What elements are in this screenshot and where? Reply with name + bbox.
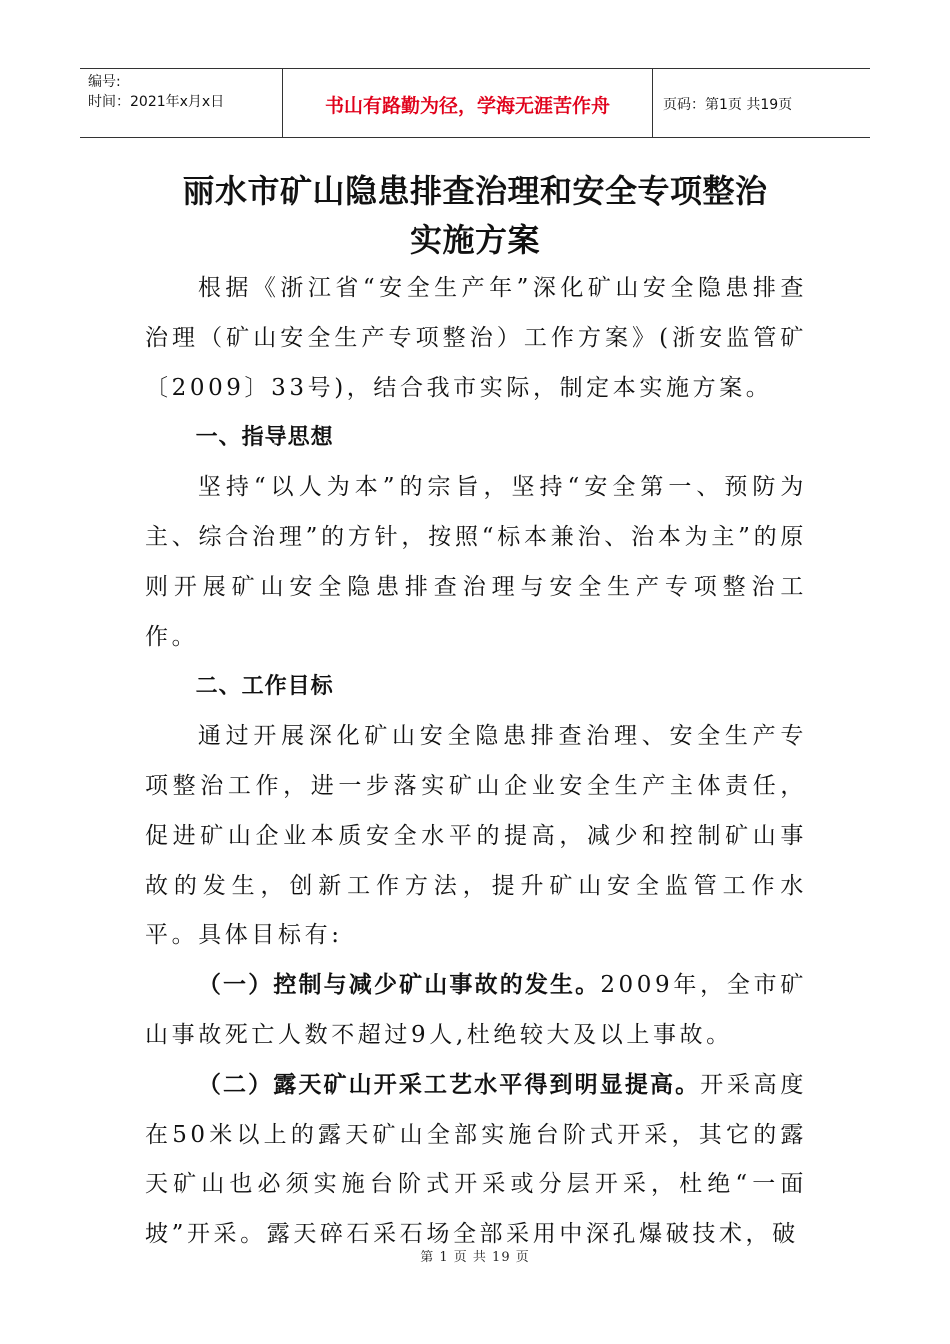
item1-bold: （一）控制与减少矿山事故的发生。 [197,972,601,999]
section2-paragraph: 通过开展深化矿山安全隐患排查治理、安全生产专项整治工作，进一步落实矿山企业安全生产主体责任，促进矿山企业本质安全水平的提高，减少和控制矿山事故的发生，创新工作方法，提升矿山安全监管工作水平。具体目标有: [145,723,807,949]
motto-text: 书山有路勤为径，学海无涯苦作舟 [324,95,610,117]
document-title-line1: 丽水市矿山隐患排查治理和安全专项整治 [182,172,768,210]
serial-label: 编号: [88,74,121,90]
section1-heading: 一、指导思想 [195,425,334,451]
item1-text: 2009年，全市矿山事故死亡人数不超过9人,杜绝较大及以上事故。 [145,972,808,1048]
document-title-line2: 实施方案 [409,221,540,259]
page-footer: 第 1 页 共 19 页 [420,1250,530,1265]
item2-bold: （二）露天矿山开采工艺水平得到明显提高。 [197,1071,701,1098]
header-meta-cell [80,69,283,137]
page-count: 页码：第1页 共19页 [663,97,793,113]
document-body [145,264,807,1260]
section1-paragraph: 坚持“以人为本”的宗旨，坚持“安全第一、预防为主、综合治理”的方针，按照“标本兼治、治本为主”的原则开展矿山安全隐患排查治理与安全生产专项整治工作。 [145,474,807,650]
header-pages-cell [653,69,870,137]
section2-heading: 二、工作目标 [195,674,334,700]
intro-paragraph: 根据《浙江省“安全生产年”深化矿山安全隐患排查治理（矿山安全生产专项整治）工作方案》(浙安监管矿〔2009〕33号)，结合我市实际，制定本实施方案。 [145,275,807,401]
item2-paragraph [145,1061,807,1260]
item1-paragraph [145,961,807,1061]
header-motto-cell [283,69,653,137]
document-header [80,68,870,138]
time-label: 时间：2021年x月x日 [88,94,225,110]
item2-text: 开采高度在50米以上的露天矿山全部实施台阶式开采，其它的露天矿山也必须实施台阶式开采或分层开采，杜绝“一面坡”开采。露天碎石采石场全部采用中深孔爆破技术，破 [145,1071,808,1248]
